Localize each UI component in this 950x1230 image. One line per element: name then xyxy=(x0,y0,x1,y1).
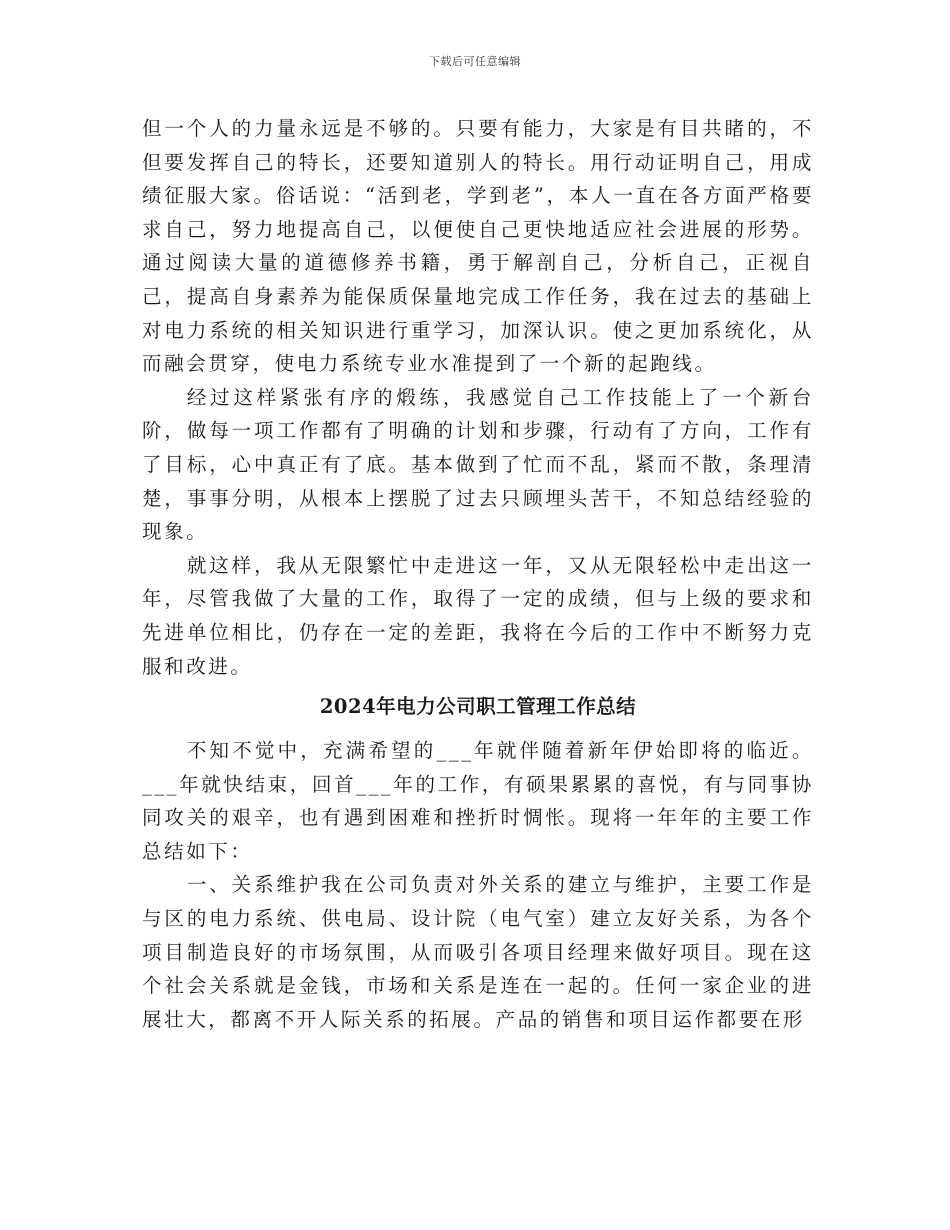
section-title: 2024年电力公司职工管理工作总结 xyxy=(319,695,637,719)
paragraph: 一、关系维护我在公司负责对外关系的建立与维护，主要工作是与区的电力系统、供电局、设计院（电气室）建立友好关系，为各个项目制造良好的市场氛围，从而吸引各项目经理来做好项目。现在这个社会关系就是金钱，市场和关系是连在一起的。任何一家企业的进展壮大，都离不开人际关系的拓展。产品的销售和项目运作都要在形 xyxy=(142,873,814,1031)
document-body xyxy=(142,112,814,1036)
paragraph-continuation: 但一个人的力量永远是不够的。只要有能力，大家是有目共睹的，不但要发挥自己的特长，还要知道别人的特长。用行动证明自己，用成绩征服大家。俗话说：“活到老，学到老”，本人一直在各方面严格要求自己，努力地提高自己，以便使自己更快地适应社会进展的形势。通过阅读大量的道德修养书籍，勇于解剖自己，分析自己，正视自己，提高自身素养为能保质保量地完成工作任务，我在过去的基础上对电力系统的相关知识进行重学习，加深认识。使之更加系统化，从而融会贯穿，使电力系统专业水准提到了一个新的起跑线。 xyxy=(142,117,814,376)
paragraph: 经过这样紧张有序的煅练，我感觉自己工作技能上了一个新台阶，做每一项工作都有了明确的计划和步骤，行动有了方向，工作有了目标，心中真正有了底。基本做到了忙而不乱，紧而不散，条理清楚，事事分明，从根本上摆脱了过去只顾埋头苦干，不知总结经验的现象。 xyxy=(142,385,814,544)
paragraph: 不知不觉中，充满希望的___年就伴随着新年伊始即将的临近。___年就快结束，回首___年的工作，有硕果累累的喜悦，有与同事协同攻关的艰辛，也有遇到困难和挫折时惆怅。现将一年年的主要工作总结如下： xyxy=(142,739,814,863)
page-header: 下载后可任意编辑 xyxy=(429,55,521,68)
paragraph: 就这样，我从无限繁忙中走进这一年，又从无限轻松中走出这一年，尽管我做了大量的工作，取得了一定的成绩，但与上级的要求和先进单位相比，仍存在一定的差距，我将在今后的工作中不断努力克服和改进。 xyxy=(142,553,814,678)
